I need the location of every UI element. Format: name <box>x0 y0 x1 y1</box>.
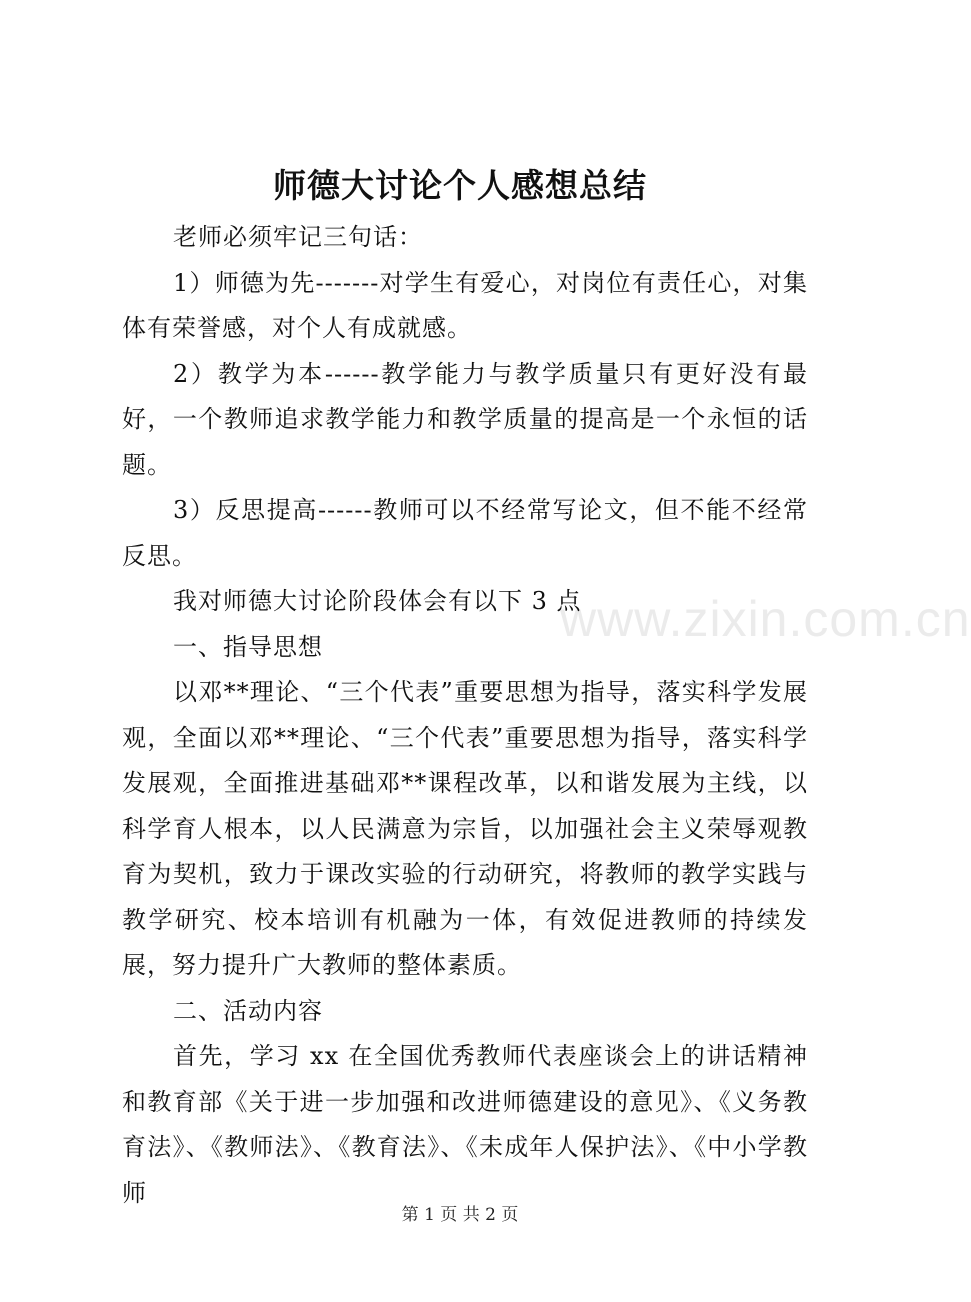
paragraph-point-3: 3）反思提高------教师可以不经常写论文，但不能不经常反思。 <box>122 496 808 570</box>
document-title: 师德大讨论个人感想总结 <box>273 166 647 205</box>
paragraph-intro: 老师必须牢记三句话： <box>173 223 423 251</box>
paragraph-activity-content: 首先，学习 xx 在全国优秀教师代表座谈会上的讲话精神和教育部《关于进一步加强和改进师德建设的意见》、《义务教育法》、《教师法》、《教育法》、《未成年人保护法》、《中小学教师 <box>122 1042 808 1207</box>
watermark: www.zixin.com.cn <box>560 591 971 647</box>
paragraph-summary-lead: 我对师德大讨论阶段体会有以下 3 点 <box>173 587 582 615</box>
paragraph-point-1: 1）师德为先-------对学生有爱心，对岗位有责任心，对集体有荣誉感，对个人有成就感。 <box>122 268 808 342</box>
section-heading-guiding-ideology: 一、指导思想 <box>173 632 323 661</box>
document-body <box>122 215 808 1216</box>
section-heading-activity-content: 二、活动内容 <box>173 996 323 1025</box>
paragraph-point-2: 2）教学为本------教学能力与教学质量只有更好没有最好，一个教师追求教学能力和教学质量的提高是一个永恒的话题。 <box>122 359 808 479</box>
page-footer: 第 1 页 共 2 页 <box>401 1205 519 1225</box>
paragraph-guiding-ideology: 以邓**理论、“三个代表”重要思想为指导，落实科学发展观，全面以邓**理论、“三个代表”重要思想为指导，落实科学发展观，全面推进基础邓**课程改革，以和谐发展为主线，以科学育人根本，以人民满意为宗旨，以加强社会主义荣辱观教育为契机，致力于课改实验的行动研究，将教师的教学实践与教学研究、校本培训有机融为一体，有效促进教师的持续发展，努力提升广大教师的整体素质。 <box>122 678 808 979</box>
